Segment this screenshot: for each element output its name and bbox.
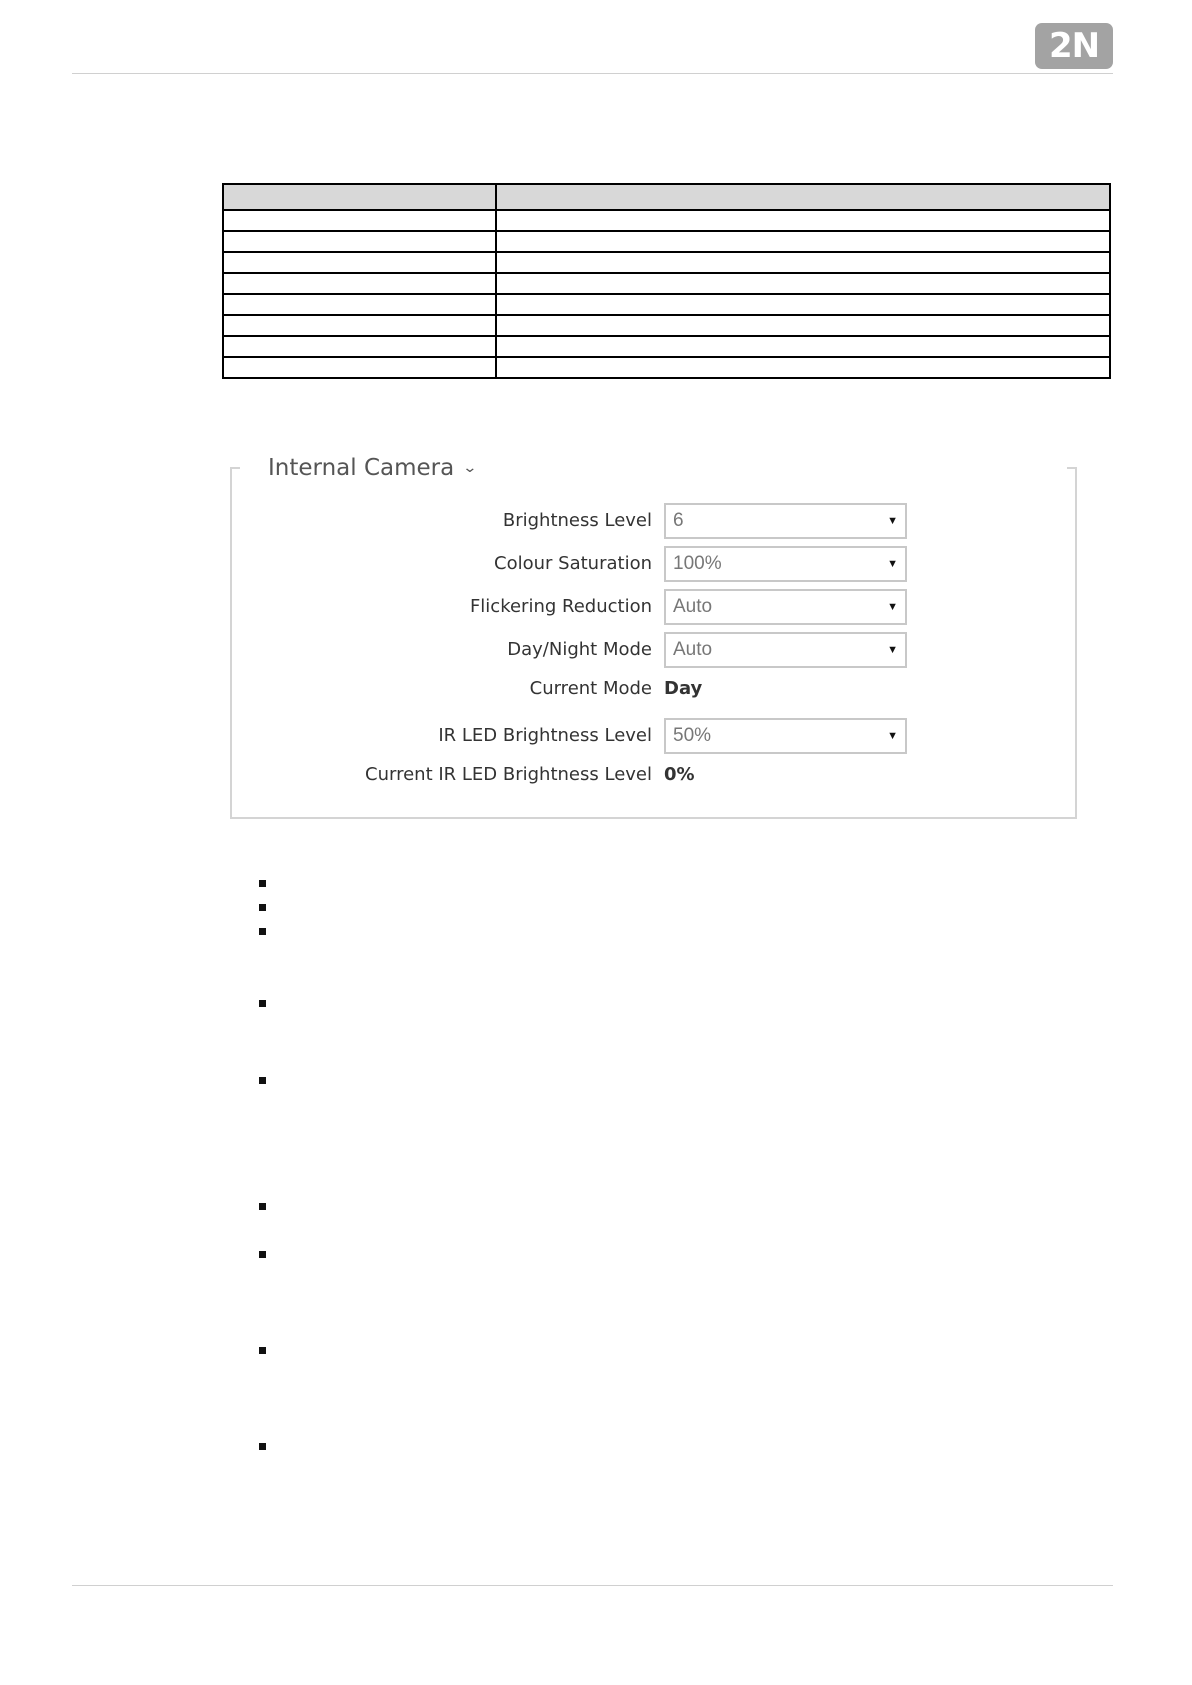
day-night-mode-select[interactable] (664, 632, 907, 668)
dropdown-arrow-icon: ▼ (887, 515, 898, 527)
table-row (223, 336, 1110, 357)
current-ir-led-brightness-label: Current IR LED Brightness Level (365, 764, 652, 785)
list-bullet (259, 928, 266, 935)
list-bullet (259, 880, 266, 887)
table-row (223, 231, 1110, 252)
colour-saturation-value: 100% (673, 553, 722, 574)
panel-frame-gap (240, 819, 1067, 823)
flickering-reduction-select[interactable] (664, 589, 907, 625)
dropdown-arrow-icon: ▼ (887, 558, 898, 570)
flickering-reduction-label: Flickering Reduction (469, 596, 652, 617)
current-mode-row (300, 671, 920, 707)
current-mode-label: Current Mode (529, 678, 652, 699)
colour-saturation-row (300, 546, 920, 582)
table-row (223, 252, 1110, 273)
ir-led-brightness-select[interactable] (664, 718, 907, 754)
panel-title: Internal Camera (268, 455, 455, 481)
list-bullet (259, 1443, 266, 1450)
day-night-mode-label: Day/Night Mode (507, 639, 652, 660)
current-ir-led-brightness-row (300, 757, 920, 793)
list-bullet (259, 1347, 266, 1354)
header-rule (72, 73, 1113, 74)
brightness-level-value: 6 (673, 510, 684, 531)
brightness-level-label: Brightness Level (502, 510, 652, 531)
brand-logo: 2N (1035, 23, 1113, 69)
colour-saturation-select[interactable] (664, 546, 907, 582)
day-night-mode-row (300, 632, 920, 668)
ir-led-brightness-value: 50% (673, 725, 712, 746)
current-mode-value: Day (664, 678, 703, 699)
dropdown-arrow-icon: ▼ (887, 601, 898, 613)
table-row (223, 357, 1110, 378)
flickering-reduction-value: Auto (673, 596, 713, 617)
table-row (223, 273, 1110, 294)
panel-title-toggle[interactable] (268, 455, 476, 481)
chevron-down-icon: ⌄ (462, 460, 478, 476)
day-night-mode-value: Auto (673, 639, 713, 660)
list-bullet (259, 1251, 266, 1258)
list-bullet (259, 904, 266, 911)
list-bullet (259, 1077, 266, 1084)
dropdown-arrow-icon: ▼ (887, 730, 898, 742)
footer-rule (72, 1585, 1113, 1586)
brightness-level-select[interactable] (664, 503, 907, 539)
current-ir-led-brightness-value: 0% (664, 764, 695, 785)
table-row (223, 294, 1110, 315)
dropdown-arrow-icon: ▼ (887, 644, 898, 656)
brightness-level-row (300, 503, 920, 539)
list-bullet (259, 1000, 266, 1007)
list-bullet (259, 1203, 266, 1210)
spec-table (222, 183, 1111, 379)
table-header-row (223, 184, 1110, 210)
flickering-reduction-row (300, 589, 920, 625)
table-row (223, 315, 1110, 336)
colour-saturation-label: Colour Saturation (494, 553, 652, 574)
table-row (223, 210, 1110, 231)
ir-led-brightness-label: IR LED Brightness Level (438, 725, 652, 746)
ir-led-brightness-row (300, 718, 920, 754)
